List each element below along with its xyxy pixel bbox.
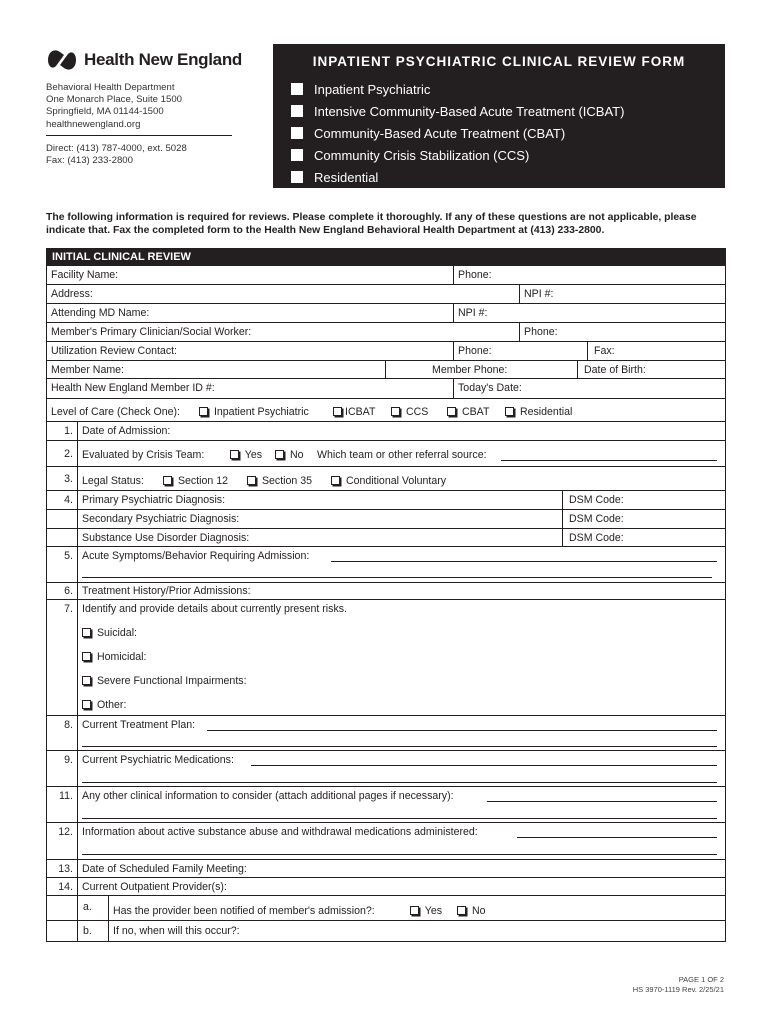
question-number: 4. <box>64 494 73 506</box>
notified-yes-checkbox[interactable]: Yes <box>410 904 442 918</box>
question-4-primary <box>47 491 725 510</box>
question-number: 8. <box>64 719 73 731</box>
substance-abuse-input[interactable] <box>517 837 717 838</box>
treatment-plan-label: Current Treatment Plan: <box>82 719 196 731</box>
checkbox[interactable] <box>333 407 342 416</box>
checkbox[interactable] <box>291 105 303 117</box>
referral-source-label: Which team or other referral source: <box>317 449 487 461</box>
legal-status-label: Legal Status: <box>82 475 144 487</box>
website: healthnewengland.org <box>46 118 141 130</box>
row-facility <box>47 266 725 285</box>
clinician-phone-field[interactable]: Phone: <box>519 323 725 341</box>
checkbox[interactable] <box>82 652 91 661</box>
form-type-option[interactable]: Residential <box>291 166 624 188</box>
referral-source-input[interactable] <box>501 460 717 461</box>
member-phone-field[interactable]: Member Phone: <box>385 361 577 378</box>
question-5 <box>47 547 725 583</box>
checkbox[interactable] <box>447 407 456 416</box>
checkbox[interactable] <box>275 450 284 459</box>
crisis-yes-checkbox[interactable]: Yes <box>230 448 262 462</box>
question-13 <box>47 860 725 878</box>
row-clinician <box>47 323 725 342</box>
treatment-history-field[interactable]: Treatment History/Prior Admissions: <box>82 585 251 597</box>
loc-icbat-checkbox[interactable]: ICBAT <box>333 405 375 419</box>
question-number: 12. <box>58 826 73 838</box>
acute-symptoms-input-line2[interactable] <box>82 577 712 578</box>
question-6 <box>47 583 725 600</box>
question-number: 1. <box>64 425 73 437</box>
direct-label: Direct: <box>46 143 74 154</box>
treatment-plan-input[interactable] <box>207 730 717 731</box>
loc-residential-checkbox[interactable]: Residential <box>505 405 572 419</box>
question-9 <box>47 751 725 787</box>
loc-cbat-checkbox[interactable]: CBAT <box>447 405 489 419</box>
checkbox[interactable] <box>291 149 303 161</box>
instructions: The following information is required for reviews. Please complete it thoroughly. If any of these questions are not applicable, please indicate that. Fax the completed form to the Health New England Behavioral Health Department at (413) 233-2800. <box>46 212 697 236</box>
checkbox[interactable] <box>199 407 208 416</box>
question-number: 14. <box>58 881 73 893</box>
treatment-plan-input-line2[interactable] <box>82 746 717 747</box>
attending-md-field[interactable]: Attending MD Name: <box>51 307 150 319</box>
substance-abuse-input-line2[interactable] <box>82 854 717 855</box>
footer <box>633 975 724 994</box>
clinical-review-table <box>46 266 726 942</box>
risk-suicidal[interactable]: Suicidal: <box>82 626 137 640</box>
address-line: Springfield, MA 01144-1500 <box>46 106 164 118</box>
checkbox[interactable] <box>291 127 303 139</box>
checkbox[interactable] <box>331 476 340 485</box>
member-name-field[interactable]: Member Name: <box>51 364 124 376</box>
direct-phone: (413) 787-4000, ext. 5028 <box>76 143 187 154</box>
checkbox[interactable] <box>505 407 514 416</box>
question-3 <box>47 467 725 491</box>
address-line: Behavioral Health Department <box>46 82 175 93</box>
section-35-checkbox[interactable]: Section 35 <box>247 474 312 488</box>
ur-phone-field[interactable]: Phone: <box>453 342 587 360</box>
checkbox[interactable] <box>410 906 419 915</box>
checkbox[interactable] <box>82 676 91 685</box>
form-type-option[interactable]: Inpatient Psychiatric <box>291 78 624 100</box>
page-number: PAGE 1 OF 2 <box>678 975 724 984</box>
substance-dsm-field[interactable]: DSM Code: <box>562 529 725 546</box>
checkbox[interactable] <box>247 476 256 485</box>
question-4-secondary <box>47 510 725 529</box>
logo <box>44 46 242 74</box>
secondary-diagnosis-field[interactable]: Secondary Psychiatric Diagnosis: <box>82 513 240 525</box>
facility-phone-field[interactable]: Phone: <box>453 266 725 284</box>
npi-field[interactable]: NPI #: <box>519 285 725 303</box>
question-number: 9. <box>64 754 73 766</box>
form-type-option[interactable]: Intensive Community-Based Acute Treatment (ICBAT) <box>291 100 624 122</box>
row-member <box>47 361 725 379</box>
provider-notified-label: Has the provider been notified of member's admission?: <box>113 905 375 917</box>
risks-label: Identify and provide details about currently present risks. <box>82 603 347 615</box>
question-number: 6. <box>64 585 73 597</box>
row-member-id <box>47 379 725 399</box>
checkbox[interactable] <box>82 628 91 637</box>
acute-symptoms-label: Acute Symptoms/Behavior Requiring Admission: <box>82 550 310 562</box>
health-new-england-logo-icon <box>44 46 80 74</box>
medications-label: Current Psychiatric Medications: <box>82 754 234 766</box>
org-contact <box>46 143 187 167</box>
row-level-of-care <box>47 399 725 422</box>
question-4-substance <box>47 529 725 547</box>
risk-functional-impairments[interactable]: Severe Functional Impairments: <box>82 674 247 688</box>
section-12-checkbox[interactable]: Section 12 <box>163 474 228 488</box>
question-8 <box>47 716 725 751</box>
todays-date-field[interactable]: Today's Date: <box>453 379 725 398</box>
question-number: 3. <box>64 473 73 485</box>
other-info-label: Any other clinical information to consider (attach additional pages if necessary): <box>82 790 454 802</box>
question-number: 2. <box>64 448 73 460</box>
loc-ccs-checkbox[interactable]: CCS <box>391 405 428 419</box>
member-id-field[interactable]: Health New England Member ID #: <box>51 382 215 394</box>
question-14b <box>47 921 725 942</box>
question-number: 13. <box>58 863 73 875</box>
fax-label: Fax: <box>46 155 65 167</box>
checkbox[interactable] <box>391 407 400 416</box>
question-14 <box>47 878 725 896</box>
address-line: One Monarch Place, Suite 1500 <box>46 94 182 106</box>
sub-label: b. <box>83 925 92 937</box>
checkbox[interactable] <box>457 906 466 915</box>
org-name: Health New England <box>84 50 243 69</box>
medications-input[interactable] <box>251 765 717 766</box>
clinician-field[interactable]: Member's Primary Clinician/Social Worker: <box>51 326 252 338</box>
family-meeting-field[interactable]: Date of Scheduled Family Meeting: <box>82 863 247 875</box>
row-ur-contact <box>47 342 725 361</box>
form-title: INPATIENT PSYCHIATRIC CLINICAL REVIEW FORM <box>312 54 686 69</box>
attending-npi-field[interactable]: NPI #: <box>453 304 725 322</box>
dob-field[interactable]: Date of Birth: <box>577 361 725 378</box>
question-1 <box>47 422 725 441</box>
question-11 <box>47 787 725 823</box>
checkbox[interactable] <box>291 171 303 183</box>
facility-name-field[interactable]: Facility Name: <box>51 269 119 281</box>
checkbox[interactable] <box>82 700 91 709</box>
risk-homicidal[interactable]: Homicidal: <box>82 650 146 664</box>
notified-no-checkbox[interactable]: No <box>457 904 486 918</box>
question-number: 11. <box>59 790 73 802</box>
secondary-dsm-field[interactable]: DSM Code: <box>562 510 725 528</box>
substance-diagnosis-field[interactable]: Substance Use Disorder Diagnosis: <box>82 532 250 544</box>
admission-date-field[interactable]: Date of Admission: <box>82 425 171 437</box>
crisis-no-checkbox[interactable]: No <box>275 448 304 462</box>
acute-symptoms-input[interactable] <box>331 561 717 562</box>
level-of-care-label: Level of Care (Check One): <box>51 406 180 418</box>
question-12 <box>47 823 725 860</box>
form-type-option[interactable]: Community Crisis Stabilization (CCS) <box>291 144 624 166</box>
question-14a <box>47 896 725 921</box>
form-code: HS 3970-1119 Rev. 2/25/21 <box>632 984 724 994</box>
risk-other[interactable]: Other: <box>82 698 126 712</box>
org-address <box>46 82 182 131</box>
notify-when-field[interactable]: If no, when will this occur?: <box>113 925 240 937</box>
section-title: INITIAL CLINICAL REVIEW <box>46 248 726 266</box>
question-number: 7. <box>64 603 73 615</box>
row-address <box>47 285 725 304</box>
outpatient-provider-field[interactable]: Current Outpatient Provider(s): <box>82 881 227 893</box>
form-type-options <box>291 78 624 188</box>
question-2 <box>47 441 725 467</box>
primary-dsm-field[interactable]: DSM Code: <box>562 491 725 509</box>
checkbox[interactable] <box>163 476 172 485</box>
row-attending <box>47 304 725 323</box>
question-7 <box>47 600 725 716</box>
ur-fax-field[interactable]: Fax: <box>587 342 725 360</box>
divider <box>46 135 232 136</box>
other-info-input-line2[interactable] <box>82 818 717 819</box>
question-number: 5. <box>64 550 73 562</box>
form-header-box <box>273 44 725 188</box>
checkbox[interactable] <box>230 450 239 459</box>
checkbox[interactable] <box>291 83 303 95</box>
address-field[interactable]: Address: <box>51 288 93 300</box>
sub-label: a. <box>83 901 92 913</box>
fax-number: (413) 233-2800 <box>67 155 133 167</box>
other-info-input[interactable] <box>487 801 717 802</box>
loc-inpatient-checkbox[interactable]: Inpatient Psychiatric <box>199 405 309 419</box>
substance-abuse-label: Information about active substance abuse and withdrawal medications administered: <box>82 826 478 838</box>
crisis-team-label: Evaluated by Crisis Team: <box>82 449 205 461</box>
form-type-option[interactable]: Community-Based Acute Treatment (CBAT) <box>291 122 624 144</box>
ur-contact-field[interactable]: Utilization Review Contact: <box>51 345 177 357</box>
primary-diagnosis-field[interactable]: Primary Psychiatric Diagnosis: <box>82 494 226 506</box>
medications-input-line2[interactable] <box>82 782 717 783</box>
conditional-voluntary-checkbox[interactable]: Conditional Voluntary <box>331 474 446 488</box>
